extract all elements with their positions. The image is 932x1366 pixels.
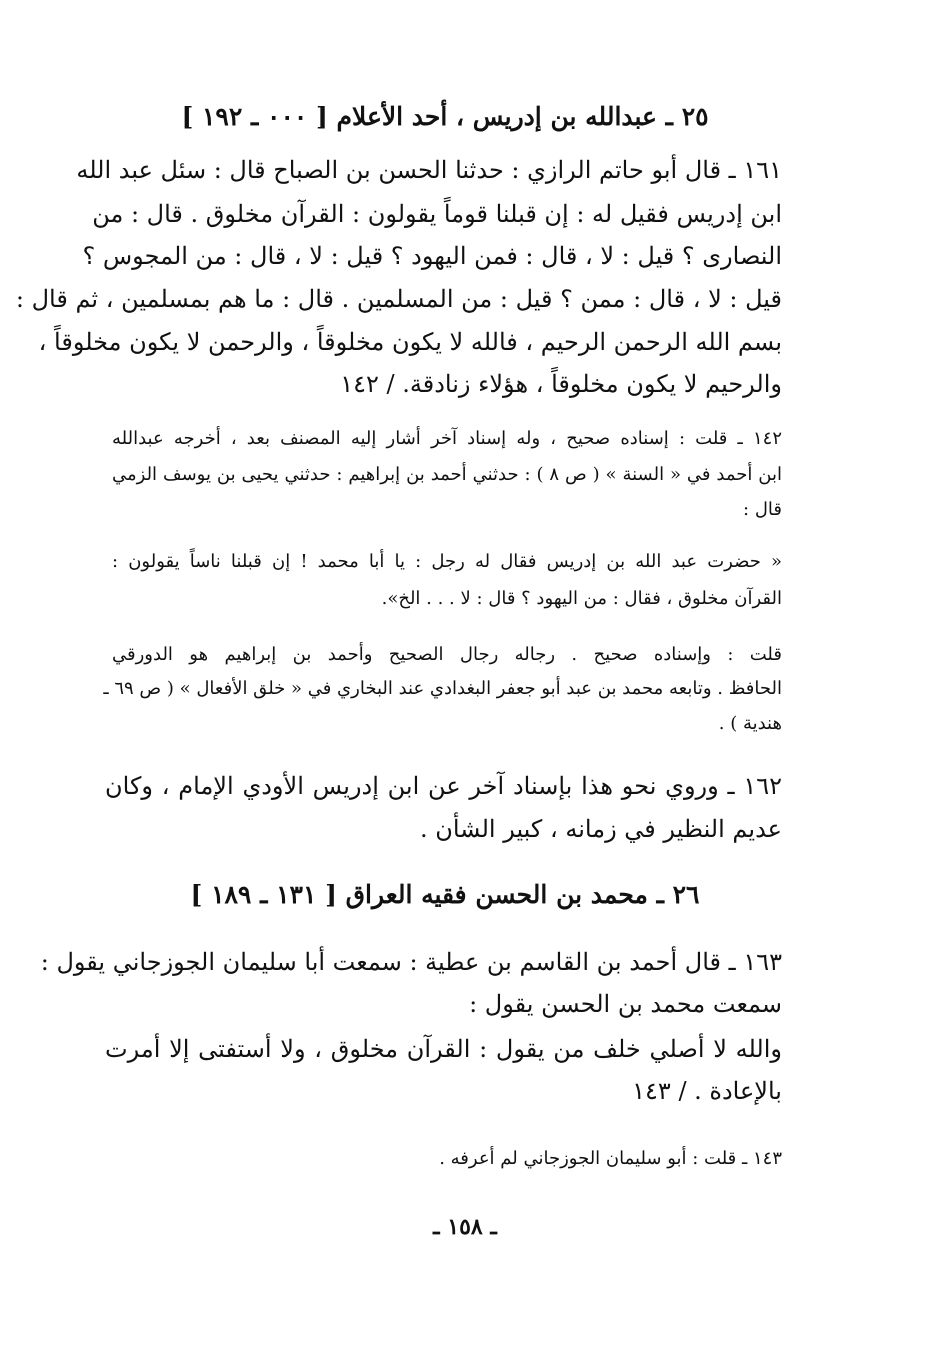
paragraph-161-line: ابن إدريس فقيل له : إن قبلنا قوماً يقولون : القرآن مخلوق . قال : من (92, 200, 782, 228)
paragraph-162-line: ١٦٢ ـ وروي نحو هذا بإسناد آخر عن ابن إدريس الأودي الإمام ، وكان (105, 772, 782, 800)
footnote-142-line: ١٤٢ ـ قلت : إسناده صحيح ، وله إسناد آخر أشار إليه المصنف بعد ، أخرجه عبدالله (112, 428, 782, 449)
footnote-143: ١٤٣ ـ قلت : أبو سليمان الجوزجاني لم أعرفه . (439, 1148, 782, 1169)
paragraph-161-line: النصارى ؟ قيل : لا ، قال : فمن اليهود ؟ قيل : لا ، قال : من المجوس ؟ (82, 242, 782, 270)
paragraph-163-line: ١٦٣ ـ قال أحمد بن القاسم بن عطية : سمعت أبا سليمان الجوزجاني يقول : (40, 948, 782, 976)
footnote-142-comment-line: الحافظ . وتابعه محمد بن عبد أبو جعفر البغدادي عند البخاري في « خلق الأفعال » ( ص ٦٩ ـ (103, 678, 782, 699)
paragraph-163-line: سمعت محمد بن الحسن يقول : (469, 990, 782, 1018)
footnote-142-quote-line: « حضرت عبد الله بن إدريس فقال له رجل : يا أبا محمد ! إن قبلنا ناساً يقولون : (112, 551, 782, 572)
paragraph-162-line: عديم النظير في زمانه ، كبير الشأن . (419, 815, 782, 843)
paragraph-163-line: والله لا أصلي خلف من يقول : القرآن مخلوق ، ولا أستفتى إلا أمرت (105, 1035, 782, 1063)
section-heading-25: ٢٥ ـ عبدالله بن إدريس ، أحد الأعلام [ ٠٠٠ ـ ١٩٢ ] (181, 102, 709, 131)
footnote-142-comment-line: هندية ) . (718, 713, 782, 734)
section-heading-26: ٢٦ ـ محمد بن الحسن فقيه العراق [ ١٣١ ـ ١٨٩ ] (190, 880, 700, 909)
paragraph-161-line: والرحيم لا يكون مخلوقاً ، هؤلاء زنادقة. / ١٤٢ (340, 370, 782, 398)
footnote-142-line: ابن أحمد في « السنة » ( ص ٨ ) : حدثني أحمد بن إبراهيم : حدثني يحيى بن يوسف الزمي (112, 464, 782, 485)
paragraph-161-line: بسم الله الرحمن الرحيم ، فالله لا يكون مخلوقاً ، والرحمن لا يكون مخلوقاً ، (38, 328, 782, 356)
paragraph-161-line: قيل : لا ، قال : ممن ؟ قيل : من المسلمين . قال : ما هم بمسلمين ، ثم قال : (15, 285, 782, 313)
paragraph-163-line: بالإعادة . / ١٤٣ (632, 1077, 782, 1105)
page-number: ـ ١٥٨ ـ (433, 1214, 497, 1240)
footnote-142-line: قال : (743, 499, 782, 520)
footnote-142-quote-line: القرآن مخلوق ، فقال : من اليهود ؟ قال : لا . . . الخ». (381, 588, 782, 609)
footnote-142-comment-line: قلت : وإسناده صحيح . رجاله رجال الصحيح وأحمد بن إبراهيم هو الدورقي (112, 644, 782, 665)
paragraph-161-line: ١٦١ ـ قال أبو حاتم الرازي : حدثنا الحسن بن الصباح قال : سئل عبد الله (76, 156, 782, 184)
